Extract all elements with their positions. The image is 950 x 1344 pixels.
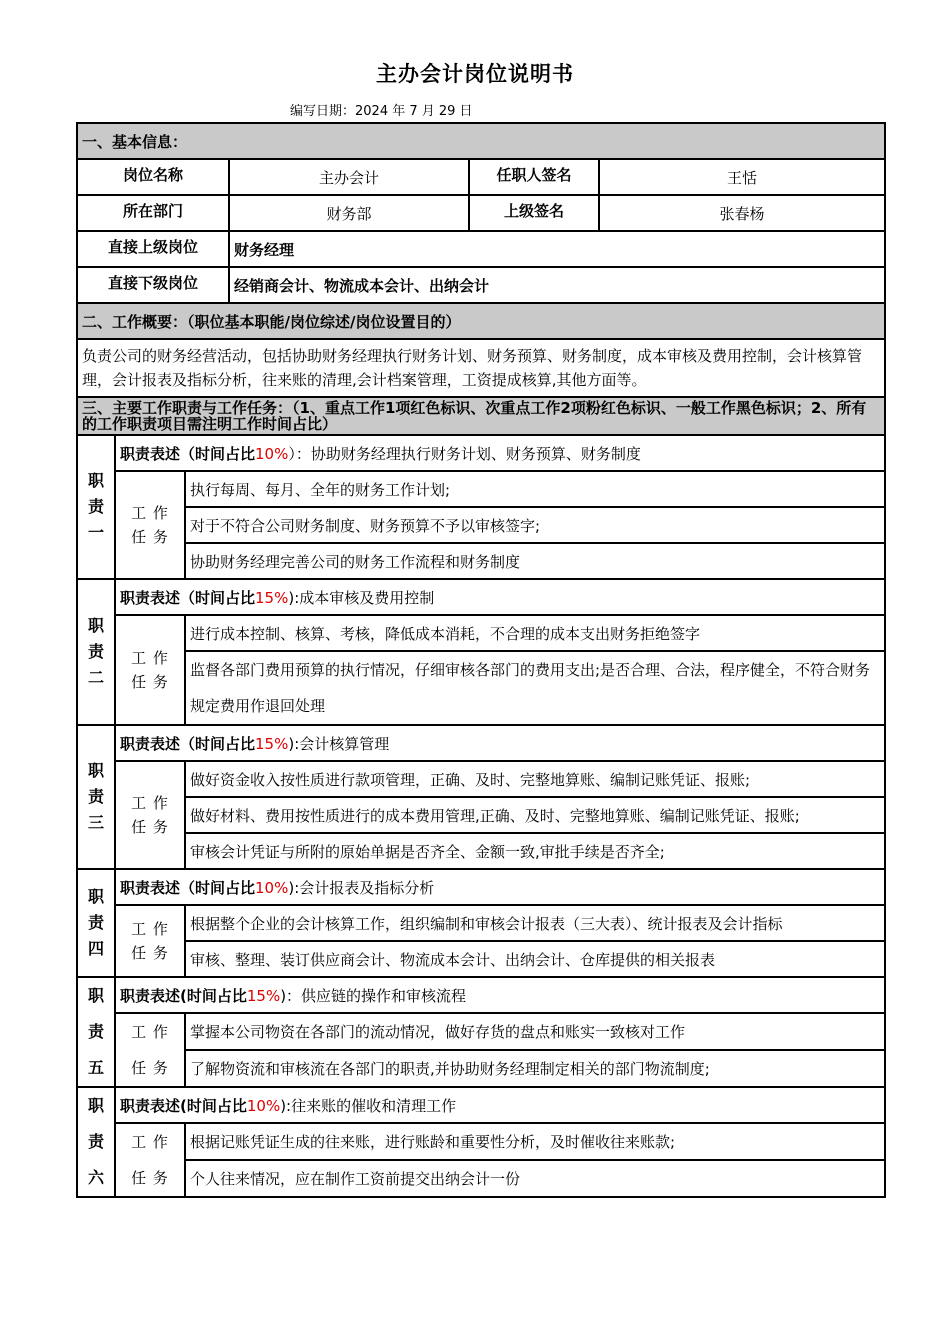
duty-label [77,579,115,725]
duty-label-char: 职 [87,471,104,490]
direct-superior-label: 直接上级岗位 [77,231,229,267]
duty-time-percent: 10% [255,878,289,897]
task-label-line: 任 务 [131,944,169,962]
task-label-line: 任 务 [131,528,169,546]
duty-desc-text: ):会计核算管理 [288,734,390,753]
duty-desc-text: ):会计报表及指标分析 [288,878,435,897]
duty-time-percent: 15% [255,734,289,753]
incumbent-sign-value: 王恬 [599,159,885,195]
superior-sign-label: 上级签名 [469,195,599,231]
task-label-line: 工 作 [131,1133,169,1151]
task-label-line: 工 作 [131,920,169,938]
task-item: 审核、整理、装订供应商会计、物流成本会计、出纳会计、仓库提供的相关报表 [185,941,885,977]
duty-label-char: 一 [87,523,104,542]
task-label [115,761,185,869]
job-description-sheet [76,122,884,1198]
job-description-table [76,122,886,1198]
task-label [115,471,185,579]
duty-description [115,579,885,615]
duty-label-char: 职 [87,887,104,906]
task-item: 根据记账凭证生成的往来账，进行账龄和重要性分析，及时催收往来账款; [185,1123,885,1160]
duty-label-char: 职 [87,761,104,780]
duty-time-percent: 15% [246,986,281,1005]
duty-label-char: 责 [87,913,104,932]
task-item: 执行每周、每月、全年的财务工作计划; [185,471,885,507]
task-label-line: 工 作 [131,504,169,522]
position-name-value: 主办会计 [229,159,469,195]
duty-time-percent: 15% [255,588,289,607]
task-item: 根据整个企业的会计核算工作，组织编制和审核会计报表（三大表）、统计报表及会计指标 [185,905,885,941]
duty-desc-prefix: 职责表述(时间占比 [120,986,247,1005]
duty-label-char: 三 [87,813,104,832]
task-label [115,615,185,725]
direct-superior-value: 财务经理 [229,231,885,267]
task-item: 个人往来情况，应在制作工资前提交出纳会计一份 [185,1160,885,1197]
task-label-line: 任 务 [131,673,169,691]
task-label-line: 工 作 [131,649,169,667]
incumbent-sign-label: 任职人签名 [469,159,599,195]
duty-label-char: 职 [87,1096,104,1115]
duty-desc-prefix: 职责表述（时间占比 [120,588,256,607]
duty-desc-prefix: 职责表述（时间占比 [120,444,256,463]
task-label [115,1123,185,1197]
work-summary-content: 负责公司的财务经营活动，包括协助财务经理执行财务计划、财务预算、财务制度，成本审核及费用控制，会计核算管理，会计报表及指标分析，往来账的清理,会计档案管理，工资提成核算,其他方面等。 [77,339,885,397]
duty-desc-prefix: 职责表述(时间占比 [120,1096,247,1115]
duty-label-char: 责 [87,642,104,661]
duty-label-char: 五 [87,1058,104,1077]
duty-label-char: 责 [87,1132,104,1151]
duty-desc-text: )：供应链的操作和审核流程 [280,986,467,1005]
position-name-label: 岗位名称 [77,159,229,195]
task-item: 做好资金收入按性质进行款项管理，正确、及时、完整地算账、编制记账凭证、报账; [185,761,885,797]
date-line: 编写日期：2024 年 7 月 29 日 [290,104,473,119]
task-label [115,1013,185,1087]
task-label-line: 任 务 [131,1059,169,1077]
page-title: 主办会计岗位说明书 [376,62,574,86]
department-value: 财务部 [229,195,469,231]
direct-subordinate-label: 直接下级岗位 [77,267,229,303]
task-item: 监督各部门费用预算的执行情况，仔细审核各部门的费用支出;是否合理、合法，程序健全，不符合财务规定费用作退回处理 [185,651,885,725]
duty-label-char: 责 [87,787,104,806]
section-duties-header: 三、主要工作职责与工作任务：（1、重点工作1项红色标识、次重点工作2项粉红色标识、一般工作黑色标识；2、所有的工作职责项目需注明工作时间占比） [77,397,885,435]
duty-label [77,977,115,1087]
task-item: 对于不符合公司财务制度、财务预算不予以审核签字; [185,507,885,543]
duty-desc-prefix: 职责表述（时间占比 [120,878,256,897]
duty-label-char: 二 [87,668,104,687]
duty-description [115,869,885,905]
task-label-line: 工 作 [131,1023,169,1041]
duty-time-percent: 10% [255,444,289,463]
duty-description [115,435,885,471]
direct-subordinate-value: 经销商会计、物流成本会计、出纳会计 [229,267,885,303]
duty-label [77,725,115,869]
department-label: 所在部门 [77,195,229,231]
duty-label-char: 职 [87,616,104,635]
duty-desc-text: ）：协助财务经理执行财务计划、财务预算、财务制度 [288,444,641,463]
duty-description [115,977,885,1013]
task-label-line: 任 务 [131,818,169,836]
superior-sign-value: 张春杨 [599,195,885,231]
duty-desc-text: ):往来账的催收和清理工作 [280,1096,457,1115]
task-label [115,905,185,977]
task-label-line: 工 作 [131,794,169,812]
duty-description [115,725,885,761]
duty-desc-text: ):成本审核及费用控制 [288,588,435,607]
task-item: 协助财务经理完善公司的财务工作流程和财务制度 [185,543,885,579]
duty-time-percent: 10% [246,1096,281,1115]
duty-label-char: 六 [87,1168,104,1187]
duty-label-char: 责 [87,497,104,516]
duty-label-char: 职 [87,986,104,1005]
duty-label-char: 四 [87,939,104,958]
task-item: 做好材料、费用按性质进行的成本费用管理,正确、及时、完整地算账、编制记账凭证、报账; [185,797,885,833]
duty-label [77,435,115,579]
section-work-summary-header: 二、工作概要：（职位基本职能/岗位综述/岗位设置目的） [77,303,885,339]
task-item: 进行成本控制、核算、考核，降低成本消耗，不合理的成本支出财务拒绝签字 [185,615,885,651]
duty-desc-prefix: 职责表述（时间占比 [120,734,256,753]
section-basic-info-header: 一、基本信息： [77,123,885,159]
task-item: 审核会计凭证与所附的原始单据是否齐全、金额一致,审批手续是否齐全; [185,833,885,869]
duty-label [77,869,115,977]
duty-label [77,1087,115,1197]
task-item: 了解物资流和审核流在各部门的职责,并协助财务经理制定相关的部门物流制度; [185,1050,885,1087]
duty-description [115,1087,885,1123]
duty-label-char: 责 [87,1022,104,1041]
task-label-line: 任 务 [131,1169,169,1187]
task-item: 掌握本公司物资在各部门的流动情况，做好存货的盘点和账实一致核对工作 [185,1013,885,1050]
